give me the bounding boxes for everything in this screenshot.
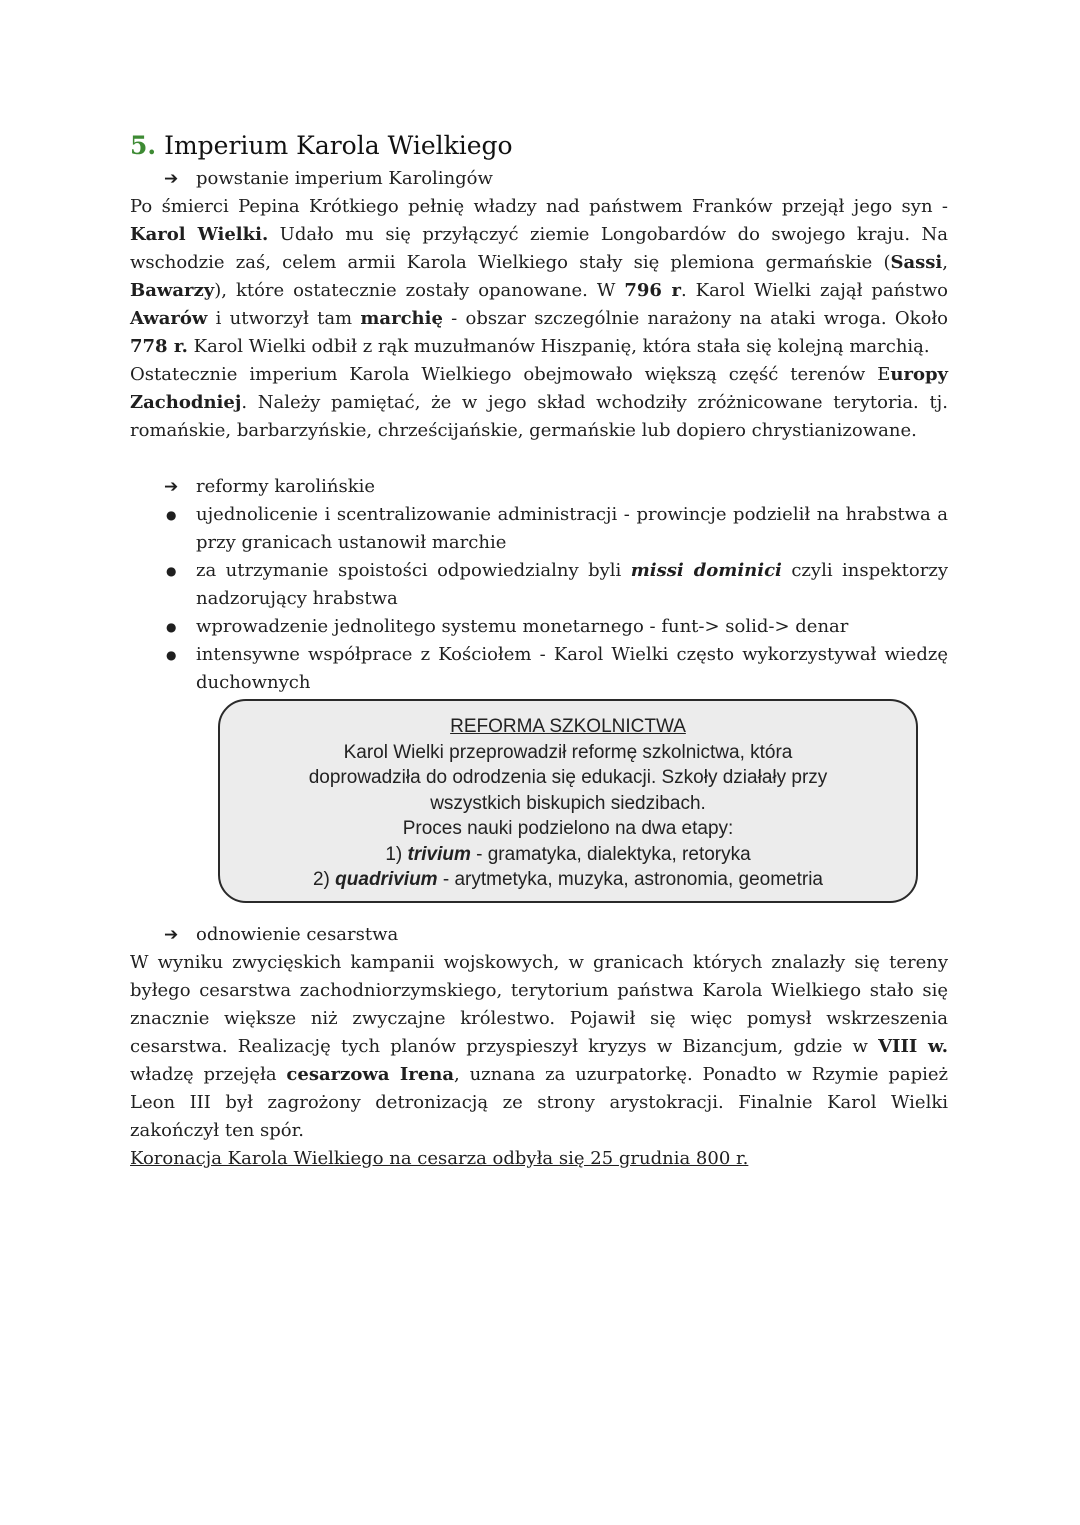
callout-line-trivium: 1) trivium - gramatyka, dialektyka, retoryka: [385, 843, 751, 865]
coronation-line: Koronacja Karola Wielkiego na cesarza odbyła się 25 grudnia 800 r.: [130, 1148, 749, 1169]
section-number: 5.: [130, 131, 157, 160]
section-title: [130, 127, 948, 165]
list-item: ● intensywne współprace z Kościołem - Karol Wielki często wykorzystywał wiedzę duchownych: [130, 641, 948, 697]
document-page: [130, 127, 948, 1173]
list-item: ● wprowadzenie jednolitego systemu monetarnego - funt-> solid-> denar: [130, 613, 948, 641]
callout-line: Karol Wielki przeprowadził reformę szkolnictwa, która: [343, 741, 793, 763]
subheading-reformy: ➔ reformy karolińskie: [130, 473, 948, 501]
callout-title: REFORMA SZKOLNICTWA: [450, 716, 686, 737]
spacer: [130, 903, 948, 921]
arrow-icon: ➔: [164, 169, 179, 189]
school-reform-callout: [218, 699, 918, 903]
paragraph-zasieg: Ostatecznie imperium Karola Wielkiego obejmowało większą część terenów Europy Zachodniej. Należy pamiętać, że w jego skład wchodziły zróżnicowane terytoria. tj. romańskie, barbarzyńskie, chrześcijańskie, germańskie lub dopiero chrystianizowane.: [130, 364, 948, 441]
callout-line: Proces nauki podzielono na dwa etapy:: [402, 818, 734, 839]
paragraph-imperium: Po śmierci Pepina Krótkiego pełnię władzy nad państwem Franków przejął jego syn - Karol Wielki. Udało mu się przyłączyć ziemie Longobardów do swojego kraju. Na wschodzie zaś, celem armii Karola Wielkiego stały się plemiona germańskie (Sassi, Bawarzy), które ostatecznie zostały opanowane. W 796 r. Karol Wielki zajął państwo Awarów i utworzył tam marchię - obszar szczególnie narażony na ataki wroga. Około 778 r. Karol Wielki odbił z rąk muzułmanów Hiszpanię, która stała się kolejną marchią.: [130, 196, 948, 357]
callout-line: wszystkich biskupich siedzibach.: [430, 792, 706, 814]
list-item: ● ujednolicenie i scentralizowanie administracji - prowincje podzielił na hrabstwa a przy granicach ustanowił marchie: [130, 501, 948, 557]
callout-line-quadrivium: 2) quadrivium - arytmetyka, muzyka, astronomia, geometria: [312, 869, 823, 890]
subheading-cesarstwo: ➔ odnowienie cesarstwa: [130, 921, 948, 949]
spacer: [130, 445, 948, 473]
reform-list: [130, 501, 948, 697]
callout-line: doprowadziła do odrodzenia się edukacji. Szkoły działały przy: [308, 767, 828, 788]
list-item: ● za utrzymanie spoistości odpowiedzialny byli missi dominici czyli inspektorzy nadzorujący hrabstwa: [130, 557, 948, 613]
arrow-icon: ➔: [164, 477, 179, 497]
subheading-karolingowie: ➔ powstanie imperium Karolingów: [130, 165, 948, 193]
paragraph-cesarstwo: W wyniku zwycięskich kampanii wojskowych, w granicach których znalazły się tereny byłego cesarstwa zachodniorzymskiego, terytorium państwa Karola Wielkiego stało się znacznie większe niż zwyczajne królestwo. Pojawił się więc pomysł wskrzeszenia cesarstwa. Realizację tych planów przyspieszył kryzys w Bizancjum, gdzie w VIII w. władzę przejęła cesarzowa Irena, uznana za uzurpatorkę. Ponadto w Rzymie papież Leon III był zagrożony detronizacją ze strony arystokracji. Finalnie Karol Wielki zakończył ten spór.: [130, 952, 949, 1141]
arrow-icon: ➔: [164, 925, 179, 945]
section-title-text: Imperium Karola Wielkiego: [164, 131, 513, 160]
